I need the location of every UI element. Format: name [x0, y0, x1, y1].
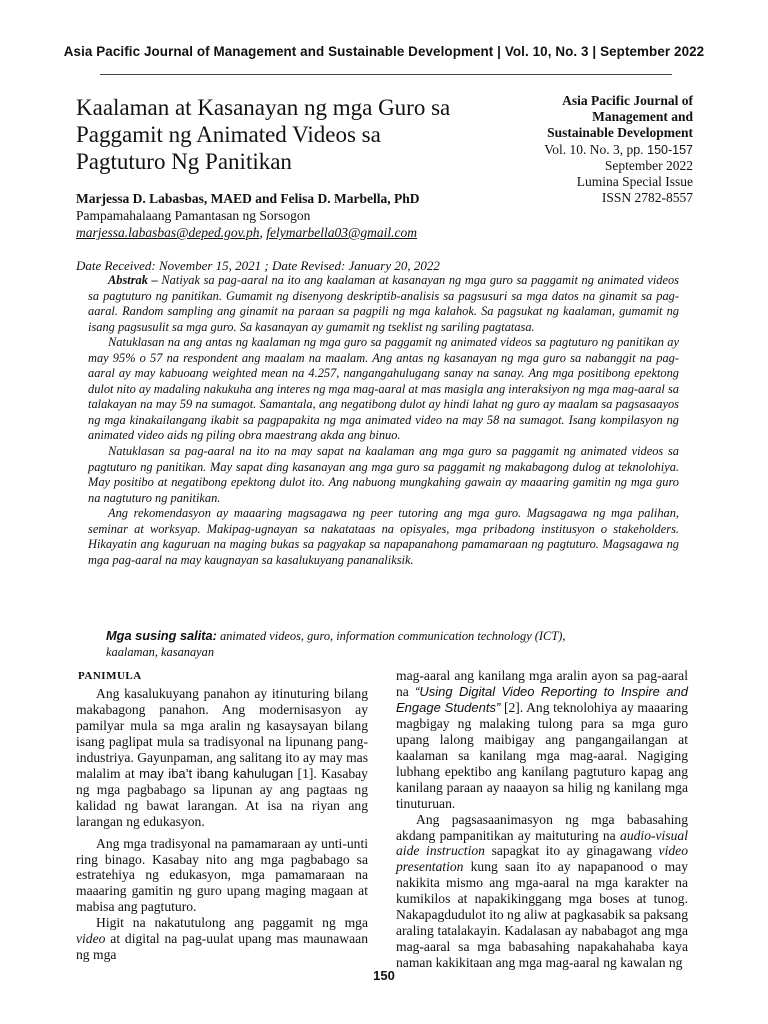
title-line-1: Kaalaman at Kasanayan ng mga Guro sa [76, 95, 451, 120]
right-p2-text-a: Ang pagsasaanimasyon ng mga babasahing akdang pampanitikan ay maituturing na [396, 811, 688, 843]
left-paragraph-3 [76, 915, 368, 963]
keywords-text: animated videos, guro, information communication technology (ICT), [216, 629, 566, 643]
right-p2-aide-instruction: audio-visual aide instruction [396, 827, 688, 859]
keywords-line-2: kaalaman, kasanayan [106, 644, 215, 659]
keywords [106, 628, 666, 660]
article-title [76, 94, 476, 175]
journal-info [520, 93, 693, 206]
journal-name [520, 93, 693, 142]
journal-issue: Lumina Special Issue [576, 174, 693, 190]
header-rule [100, 74, 672, 75]
title-line-2: Paggamit ng Animated Videos sa [76, 122, 381, 147]
right-p2-text-c: sapagkat ito ay ginagawang [484, 843, 659, 859]
right-p2-video-presentation: video presentation [396, 843, 688, 875]
body-column-right [396, 668, 688, 971]
running-head: Asia Pacific Journal of Management and Sustainable Development | Vol. 10, No. 3 | September 2022 [63, 44, 705, 59]
abstract-text-1: Natiyak sa pag-aaral na ito ang kaalaman at kasanayan ng mga guro sa paggamit ng animated videos sa pagtuturo ng panitikan. Gumamit ng disenyong deskriptib-analisis sa pagsusuri sa mga datos na ginamit sa pag-aaral. Random sampling ang ginamit na paraan sa pagpili ng mga kalahok. Sa pagsukat ng kaalaman, gumamit ng isang pagsusulit sa mga guro. Sa kasanayan ay gumamit ng tseklist ng sariling pagtatasa. [88, 273, 680, 334]
volume-prefix: Vol. 10. No. 3, p [544, 141, 634, 157]
keywords-line-1 [106, 628, 666, 645]
right-paragraph-2 [396, 812, 688, 972]
abstract-paragraph-1 [88, 273, 679, 335]
title-line-3: Pagtuturo Ng Panitikan [76, 149, 292, 174]
email-link-2[interactable]: felymarbella03@gmail.com [266, 225, 418, 240]
body-column-left [76, 686, 368, 963]
abstract [88, 273, 679, 568]
author-names: Marjessa D. Labasbas, MAED and Felisa D. Marbella, PhD [76, 191, 420, 206]
left-p1-text-a: Ang kasalukuyang panahon ay itinuturing bilang makabagong panahon. Ang modernisasyon ay pamilyar mula sa mga aralin ng kasaysayan bilang isang paglipat mula sa tradisyonal na lipunang pang-industriya. Gayunpaman, ang salitang ito ay may mas malalim at [76, 686, 368, 781]
journal-name-line-3: Sustainable Development [547, 125, 693, 141]
abstract-label: Abstrak – [108, 273, 158, 287]
email-separator: , [259, 225, 267, 240]
abstract-paragraph-4: Ang rekomendasyon ay maaaring magsagawa ng peer tutoring ang mga guro. Magsagawa ng mga palihan, seminar at worksyap. Makipag-ugnayan sa nakatataas na opisyales, mga pribadong institusyon o stakeholders. Hikayatin ang kaguruan na maging bukas sa pagyakap sa napapanahong pamamaraan ng pagtuturo. Magsagawa ng mga pag-aaral na may kaugnayan sa kasalukuyang pananaliksik. [88, 506, 679, 567]
journal-name-line-2: Management and [592, 109, 693, 125]
left-p3-video-word: video [76, 931, 106, 947]
left-p1-text-b: may iba’t ibang kahulugan [139, 765, 294, 781]
journal-name-line-1: Asia Pacific Journal of [562, 93, 693, 108]
abstract-paragraph-2: Natuklasan na ang antas ng kaalaman ng mga guro sa paggamit ng animated videos sa pagtuturo ng panitikan ay may 95% o 57 na respondent ang maalam na maalam. Ang antas ng kasanayan ng mga guro sa nabanggit na pag-aaral ay may kabuoang weighted mean na 4.257, nangangahulugang sanay na sanay. Ang mga positibong epektong dulot nito ay madaling nakukuha ang interes ng mga mag-aaral at mas masigla ang interaksiyon ng mga mag-aaral sa talakayan na may 59 na sumagot. Samantala, ang negatibong dulot ay hindi lahat ng guro ay maalam sa pagsasaayos ng mga kinakailangang ikabit sa pagpapakita ng mga animated video na may 58 na sumagot. Isang kompilasyon ng animated video aids ng piling obra maestrang akda ang binuo. [88, 335, 679, 443]
right-p1-text-c: [2]. Ang teknolohiya ay maaaring magbigay ng malaking tulong para sa mga guro upang lalong maibigay ang pangangailangan at kaalaman sa kanilang mga mag-aaral. Nagiging lubhang epektibo ang kanilang pagtuturo kapag ang kanilang paraan ay naaayon sa hilig ng kanilang mga tinuturuan. [396, 699, 689, 811]
right-p1-study-title: “Using Digital Video Reporting to Inspire and Engage Students” [396, 683, 688, 715]
author-affiliation: Pampamahalaang Pamantasan ng Sorsogon [76, 208, 311, 223]
left-p3-text-a: Higit na nakatutulong ang paggamit ng mga [96, 915, 368, 931]
right-p1-text-a: mag-aaral ang kanilang mga aralin ayon sa pag-aaral na [396, 668, 688, 699]
left-p3-text-c: at digital na pag-uulat upang mas maunawaan ng mga [76, 931, 368, 963]
email-link-1[interactable]: marjessa.labasbas@deped.gov.ph [76, 225, 260, 240]
journal-volume [520, 142, 693, 158]
right-p2-text-e: kung saan ito ay napapanood o may nakikita mismo ang mga-aaral na mga karakter na kumikilos at napakikinggang mga boses at tunog. Nakapagdudulot ito ng aliw at pagkasabik sa paksang araling tatalakayin. Kadalasan ay nababagot ang mga mag-aaral sa mga babasahing napakahahaba kaya naman kakikitaan ang mga mag-aaral ng kawalan ng [396, 859, 688, 971]
journal-issn: ISSN 2782-8557 [601, 190, 693, 206]
left-paragraph-2: Ang mga tradisyonal na pamamaraan ay unti-unti ring binago. Kasabay nito ang mga pagbabago sa estratehiya ng edukasyon, mga pamamaraan na maaaring gamitin ng guro upang maging magaan at mabisa ang pagtuturo. [76, 835, 368, 915]
section-heading-panimula: PANIMULA [78, 670, 142, 682]
left-p1-text-c: [1]. Kasabay ng mga pagbabago sa lipunan ay ang pagtaas ng kalidad ng bawat larangan. At isa na riyan ang larangan ng edukasyon. [76, 765, 368, 829]
left-paragraph-1 [76, 686, 368, 830]
received-revised-dates: Date Received: November 15, 2021 ; Date Revised: January 20, 2022 [76, 258, 440, 273]
abstract-paragraph-3: Natuklasan sa pag-aaral na ito na may sapat na kaalaman ang mga guro sa paggamit ng animated videos sa pagtuturo ng panitikan. May sapat ding kasanayan ang mga guro sa paggamit ng makabagong dulog at teknolohiya. May positibo at negatibong epektong dulot ito. Ang nabuong mungkahing gawain ay maaaring gamitin ng mga guro na nagtuturo ng panitikan. [88, 444, 679, 505]
page-number: 150 [373, 968, 395, 983]
page-range: p. 150-157 [633, 142, 693, 157]
keywords-label: Mga susing salita: [106, 628, 217, 643]
journal-date: September 2022 [604, 157, 693, 173]
author-emails [76, 225, 417, 241]
right-paragraph-1 [396, 668, 688, 812]
